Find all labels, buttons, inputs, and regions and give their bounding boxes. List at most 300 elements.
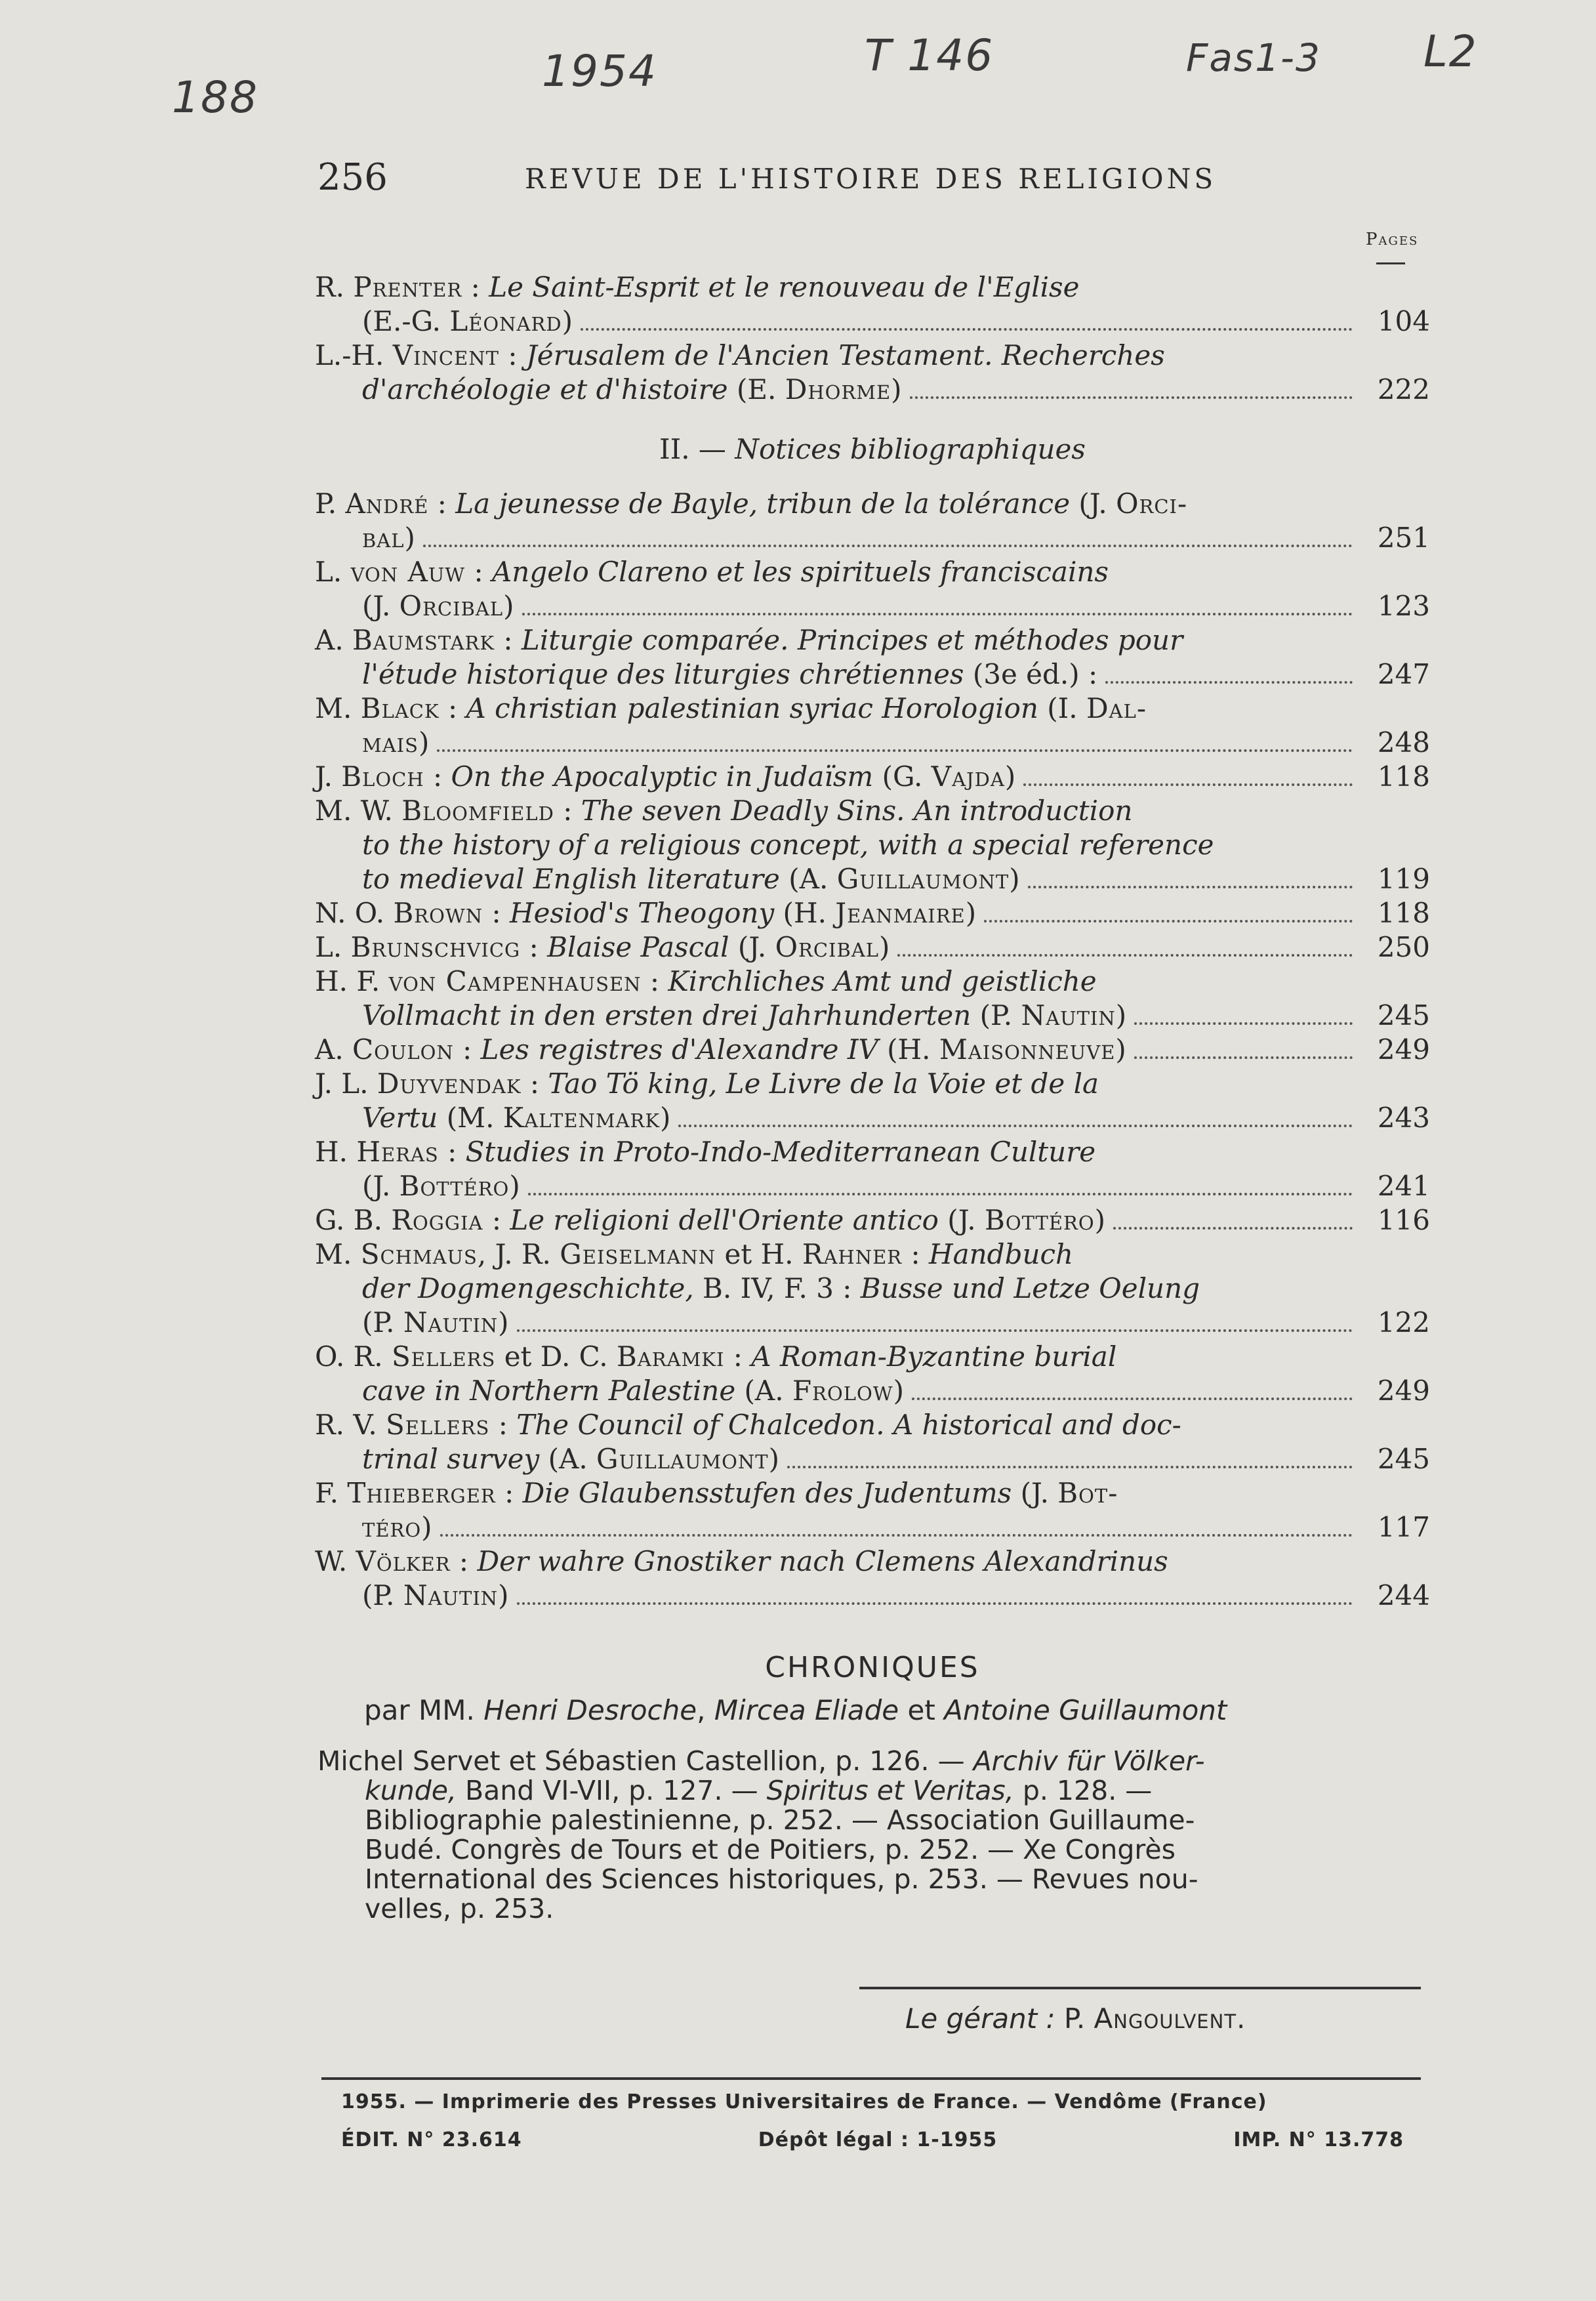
entry-text: F. xyxy=(315,1477,348,1509)
entry-text: (J. xyxy=(362,1170,399,1202)
entry-line-text xyxy=(315,487,1187,520)
section-i-entries xyxy=(315,270,1430,407)
bibliography-entry xyxy=(315,1067,1430,1135)
entry-line-text xyxy=(362,1306,509,1340)
entry-line xyxy=(315,1579,1430,1613)
entry-line-text xyxy=(362,1272,1200,1304)
entry-text: M. W. xyxy=(315,795,402,827)
chroniques-text-segment: velles, p. 253. xyxy=(365,1893,554,1924)
entry-text: (E.-G. xyxy=(362,305,450,337)
author-eliade: Mircea Eliade xyxy=(714,1694,899,1726)
entry-line xyxy=(315,1510,1430,1544)
entry-text: : xyxy=(424,760,451,793)
entry-line-text xyxy=(315,965,1097,997)
author-name: André xyxy=(345,487,429,520)
entry-text: (A. xyxy=(539,1443,597,1475)
dot-leader xyxy=(984,920,1353,922)
chroniques-text-segment: International des Sciences historiques, p. 253. — Revues nou- xyxy=(365,1863,1198,1895)
entry-text: B. IV, F. 3 : xyxy=(693,1272,861,1304)
author-name: Bottéro xyxy=(399,1170,510,1202)
dot-leader xyxy=(423,545,1353,547)
handwritten-note-188: 188 xyxy=(172,72,258,123)
entry-line-text xyxy=(315,1409,1181,1441)
section-ii-title xyxy=(315,433,1430,465)
bibliography-entry xyxy=(315,896,1430,930)
author-name: Heras xyxy=(356,1136,439,1168)
bibliography-entry xyxy=(315,760,1430,794)
gerant-label: Le gérant : xyxy=(905,2002,1065,2035)
work-title: Busse und Letze Oelung xyxy=(860,1272,1200,1304)
bibliography-entry xyxy=(315,794,1430,896)
entry-text: (J. xyxy=(362,590,399,622)
author-name: Geiselmann xyxy=(560,1238,716,1270)
chroniques-line xyxy=(317,1747,1426,1776)
edit-number: ÉDIT. N° 23.614 xyxy=(341,2128,522,2151)
entry-text: ) xyxy=(1009,863,1020,895)
author-name: téro xyxy=(362,1511,422,1543)
entry-line-text xyxy=(315,692,1147,724)
entry-line xyxy=(315,373,1430,407)
entry-text: N. O. xyxy=(315,897,394,929)
work-title: La jeunesse de Bayle, tribun de la tolérance xyxy=(455,487,1071,520)
entry-page-number: 116 xyxy=(1377,1204,1430,1236)
entry-line-text xyxy=(362,521,415,555)
entry-text: : xyxy=(439,692,466,724)
chroniques-line xyxy=(317,1865,1426,1894)
entry-text: : xyxy=(724,1340,752,1373)
entry-line-text xyxy=(315,930,890,964)
entry-line xyxy=(315,896,1430,930)
entry-line xyxy=(315,1408,1430,1442)
work-title: Blaise Pascal xyxy=(547,931,729,963)
work-title: Tao Tö king, Le Livre de la Voie et de la xyxy=(548,1068,1099,1100)
entry-text: ) xyxy=(879,931,890,963)
entry-text: : xyxy=(521,1068,548,1100)
chroniques-text-segment: Band VI-VII, p. 127. — xyxy=(457,1775,767,1806)
section-ii-entries xyxy=(315,487,1430,1613)
entry-line xyxy=(315,270,1430,304)
entry-page-number: 248 xyxy=(1377,726,1430,758)
running-head: REVUE DE L'HISTOIRE DES RELIGIONS xyxy=(525,163,1217,195)
bibliography-entry xyxy=(315,1544,1430,1613)
depot-legal: Dépôt légal : 1-1955 xyxy=(758,2128,998,2151)
work-title: to the history of a religious concept, with a special reference xyxy=(362,829,1214,861)
entry-line xyxy=(315,521,1430,555)
pages-column-dash xyxy=(1376,262,1405,264)
author-name: Jeanmaire xyxy=(835,897,966,929)
entry-line xyxy=(315,964,1430,999)
entry-text: (H. xyxy=(878,1033,939,1066)
author-name: Baumstark xyxy=(352,624,495,656)
entry-text: ) xyxy=(891,373,902,405)
bibliography-entry xyxy=(315,270,1430,339)
entry-line xyxy=(315,1067,1430,1101)
entry-text: (J. xyxy=(938,1204,985,1236)
gerant-initial: P. xyxy=(1064,2002,1094,2035)
entry-text: , J. R. xyxy=(477,1238,560,1270)
work-title: Hesiod's Theogony xyxy=(509,897,775,929)
work-title: Les registres d'Alexandre IV xyxy=(480,1033,878,1066)
handwritten-note-1954: 1954 xyxy=(542,46,657,96)
work-title: Vertu xyxy=(362,1102,438,1134)
entry-line xyxy=(315,657,1430,692)
entry-text: : xyxy=(495,624,522,656)
entry-line-text xyxy=(315,1477,1118,1509)
author-name: Schmaus xyxy=(360,1238,478,1270)
dot-leader xyxy=(1105,681,1353,684)
entry-text: (M. xyxy=(438,1102,503,1134)
print-numbers xyxy=(341,2128,1404,2151)
entry-text: J. xyxy=(315,760,342,793)
entry-text: et H. xyxy=(716,1238,802,1270)
author-name: Guillaumont xyxy=(836,863,1010,895)
entry-line xyxy=(315,1135,1430,1169)
entry-text: L.-H. xyxy=(315,339,393,371)
entry-text: H. F. xyxy=(315,965,389,997)
author-name: Orcibal xyxy=(775,931,880,963)
author-name: Völker xyxy=(356,1545,451,1577)
footer-rule xyxy=(321,2077,1421,2080)
entry-text: R. V. xyxy=(315,1409,386,1441)
entry-text: : xyxy=(428,487,456,520)
author-name: Coulon xyxy=(352,1033,454,1066)
author-name: Dhorme xyxy=(785,373,891,405)
dot-leader xyxy=(912,1398,1353,1400)
page-number: 256 xyxy=(317,156,388,199)
entry-text: ) xyxy=(965,897,977,929)
authors-prefix: par MM. xyxy=(364,1694,484,1726)
dot-leader xyxy=(437,749,1353,752)
bibliography-entry xyxy=(315,623,1430,692)
author-name: Thieberger xyxy=(347,1477,496,1509)
author-name: Black xyxy=(360,692,440,724)
entry-text: : xyxy=(483,897,510,929)
work-title: cave in Northern Palestine xyxy=(362,1375,736,1407)
entry-text: ) xyxy=(1094,1204,1106,1236)
work-title: Le religioni dell'Oriente antico xyxy=(510,1204,939,1236)
work-title: Kirchliches Amt und geistliche xyxy=(668,965,1097,997)
entry-text: (P. xyxy=(971,999,1021,1031)
chroniques-text-segment: p. 128. — xyxy=(1013,1775,1153,1806)
author-name: von Campenhausen xyxy=(388,965,642,997)
entry-line-text xyxy=(362,1101,670,1135)
entry-line-text xyxy=(315,760,1015,794)
work-title: Vollmacht in den ersten drei Jahrhunderten xyxy=(362,999,972,1031)
entry-line-text xyxy=(315,1033,1126,1067)
bibliography-entry xyxy=(315,930,1430,964)
entry-line xyxy=(315,1033,1430,1067)
work-title: A christian palestinian syriac Horologion xyxy=(466,692,1038,724)
author-name: Guillaumont xyxy=(596,1443,769,1475)
author-name: Nautin xyxy=(1021,999,1116,1031)
entry-line-text xyxy=(315,339,1165,371)
entry-line-text xyxy=(362,373,902,407)
entry-line xyxy=(315,1374,1430,1408)
work-title: Handbuch xyxy=(928,1238,1074,1270)
entry-line xyxy=(315,862,1430,896)
author-name: Roggia xyxy=(391,1204,483,1236)
entry-text: G. B. xyxy=(315,1204,392,1236)
dot-leader xyxy=(910,396,1353,399)
entry-text: ) xyxy=(418,726,430,758)
entry-text: (A. xyxy=(779,863,837,895)
work-title: The seven Deadly Sins. An introduction xyxy=(581,795,1133,827)
dot-leader xyxy=(787,1466,1353,1468)
entry-text: : xyxy=(450,1545,478,1577)
entry-line-text xyxy=(315,1136,1095,1168)
section-ii-heading: Notices bibliographiques xyxy=(735,433,1086,465)
dot-leader xyxy=(528,1193,1353,1195)
entry-line-text xyxy=(362,999,1126,1033)
work-title: l'étude historique des liturgies chrétiennes xyxy=(362,658,964,690)
entry-page-number: 119 xyxy=(1377,863,1430,895)
gerant-line xyxy=(905,2002,1246,2035)
entry-line xyxy=(315,1340,1430,1374)
work-title: Angelo Clareno et les spirituels franciscains xyxy=(491,556,1109,588)
entry-line-text xyxy=(315,1545,1168,1577)
author-desroche: Henri Desroche xyxy=(483,1694,697,1726)
dot-leader xyxy=(1113,1227,1353,1230)
work-title: Jérusalem de l'Ancien Testament. Recherches xyxy=(525,339,1165,371)
entry-text: ) xyxy=(404,522,415,554)
entry-text: : xyxy=(489,1409,517,1441)
entry-text: L. xyxy=(315,556,351,588)
entry-line xyxy=(315,794,1430,828)
chroniques-line xyxy=(317,1806,1426,1835)
entry-text: (P. xyxy=(362,1306,403,1338)
entry-page-number: 222 xyxy=(1377,373,1430,405)
entry-text: H. xyxy=(315,1136,357,1168)
entry-text: O. R. xyxy=(315,1340,392,1373)
chroniques-line xyxy=(317,1776,1426,1806)
work-title: Studies in Proto-Indo-Mediterranean Culture xyxy=(465,1136,1096,1168)
dot-leader xyxy=(440,1534,1353,1537)
entry-line-text xyxy=(362,657,1097,692)
entry-line-text xyxy=(315,624,1183,656)
authors-sep1: , xyxy=(697,1694,714,1726)
journal-title: Spiritus et Veritas, xyxy=(766,1775,1014,1806)
entry-line xyxy=(315,304,1430,339)
work-title: to medieval English literature xyxy=(362,863,780,895)
dot-leader xyxy=(1134,1056,1353,1059)
gerant-rule xyxy=(859,1987,1421,1989)
entry-line-text xyxy=(315,795,1132,827)
entry-line-text xyxy=(362,1374,904,1408)
dot-leader xyxy=(897,954,1353,957)
entry-line xyxy=(315,726,1430,760)
entry-text: : xyxy=(554,795,581,827)
author-name: Bloomfield xyxy=(401,795,554,827)
author-name: Vincent xyxy=(392,339,500,371)
entry-line xyxy=(315,930,1430,964)
entry-text: ) xyxy=(1115,1033,1126,1066)
entry-line-text xyxy=(362,304,573,339)
entry-line-text xyxy=(362,726,429,760)
entry-text: : xyxy=(462,271,489,303)
bibliography-entry xyxy=(315,692,1430,760)
bibliography-entry xyxy=(315,1340,1430,1408)
entry-text: ) xyxy=(1115,999,1127,1031)
entry-text: : xyxy=(641,965,668,997)
chroniques-line xyxy=(317,1894,1426,1924)
author-name: Duyvendak xyxy=(377,1068,522,1100)
entry-line-text xyxy=(315,1238,1073,1270)
dot-leader xyxy=(522,613,1353,615)
dot-leader xyxy=(517,1602,1353,1605)
entry-text: ) xyxy=(660,1102,671,1134)
bibliography-entry xyxy=(315,1476,1430,1544)
entry-text: (H. xyxy=(774,897,836,929)
bibliography-entry xyxy=(315,1408,1430,1476)
entry-text: : xyxy=(495,1477,523,1509)
bibliography-entry xyxy=(315,487,1430,555)
entry-text: (J. xyxy=(1070,487,1116,520)
work-title: A Roman-Byzantine burial xyxy=(751,1340,1117,1373)
dot-leader xyxy=(581,328,1353,331)
entry-text: (A. xyxy=(735,1375,792,1407)
author-name: Prenter xyxy=(353,271,462,303)
author-name: von Auw xyxy=(350,556,466,588)
dot-leader xyxy=(678,1125,1353,1127)
entry-page-number: 104 xyxy=(1377,305,1430,337)
bibliography-entry xyxy=(315,1237,1430,1340)
bibliography-entry xyxy=(315,1203,1430,1237)
chroniques-text-segment: Budé. Congrès de Tours et de Poitiers, p. 252. — Xe Congrès xyxy=(365,1834,1176,1865)
bibliography-entry xyxy=(315,964,1430,1033)
gerant-name: Angoulvent. xyxy=(1094,2002,1246,2035)
dot-leader xyxy=(1028,886,1353,888)
pages-column-label: Pages xyxy=(1366,230,1419,249)
authors-sep2: et xyxy=(899,1694,945,1726)
entry-text: (3e éd.) : xyxy=(964,658,1098,690)
entry-text: A. xyxy=(315,624,353,656)
entry-page-number: 243 xyxy=(1377,1102,1430,1134)
dot-leader xyxy=(1023,783,1353,786)
author-name: Nautin xyxy=(403,1306,499,1338)
entry-line-text xyxy=(362,1442,779,1476)
entry-text: ) xyxy=(498,1306,509,1338)
entry-line xyxy=(315,1101,1430,1135)
entry-line xyxy=(315,1544,1430,1579)
bibliography-entry xyxy=(315,1033,1430,1067)
entry-text: ) xyxy=(893,1375,904,1407)
entry-text: P. xyxy=(315,487,346,520)
entry-line xyxy=(315,828,1430,862)
entry-line-text xyxy=(315,271,1079,303)
work-title: Die Glaubensstufen des Judentums xyxy=(522,1477,1012,1509)
entry-line-text xyxy=(315,896,976,930)
entry-text: : xyxy=(483,1204,510,1236)
author-name: Kaltenmark xyxy=(502,1102,661,1134)
entry-line-text xyxy=(362,589,514,623)
author-guillaumont: Antoine Guillaumont xyxy=(944,1694,1227,1726)
entry-text: W. xyxy=(315,1545,356,1577)
author-name: Sellers xyxy=(392,1340,496,1373)
entry-line xyxy=(315,1169,1430,1203)
author-name: Frolow xyxy=(792,1375,893,1407)
entry-text: ) xyxy=(562,305,573,337)
handwritten-note-l2: L2 xyxy=(1423,26,1478,77)
entry-line-text xyxy=(362,1169,520,1203)
entry-line-text xyxy=(315,1203,1105,1237)
bibliography-entry xyxy=(315,555,1430,623)
author-name: Bottéro xyxy=(984,1204,1095,1236)
entry-text: et D. C. xyxy=(495,1340,617,1373)
entry-text: ) xyxy=(509,1170,520,1202)
imp-number: IMP. N° 13.778 xyxy=(1233,2128,1404,2151)
chroniques-line xyxy=(317,1835,1426,1865)
entry-text: : xyxy=(465,556,492,588)
entry-line xyxy=(315,1476,1430,1510)
entry-page-number: 241 xyxy=(1377,1170,1430,1202)
entry-text: M. xyxy=(315,1238,361,1270)
entry-text: R. xyxy=(315,271,354,303)
entry-line xyxy=(315,589,1430,623)
work-title: trinal survey xyxy=(362,1443,540,1475)
entry-page-number: 247 xyxy=(1377,658,1430,690)
entry-text: (J. xyxy=(1012,1477,1058,1509)
entry-text: ) xyxy=(768,1443,779,1475)
entry-page-number: 245 xyxy=(1377,1443,1430,1475)
entry-line xyxy=(315,1203,1430,1237)
entry-text: L. xyxy=(315,931,351,963)
author-name: bal xyxy=(362,522,405,554)
entry-line xyxy=(315,1442,1430,1476)
author-name: Bloch xyxy=(341,760,424,793)
work-title: Liturgie comparée. Principes et méthodes pour xyxy=(521,624,1183,656)
journal-title: kunde, xyxy=(365,1775,457,1806)
entry-line-text xyxy=(362,862,1020,896)
entry-text: ) xyxy=(421,1511,432,1543)
author-name: Brunschvicg xyxy=(350,931,521,963)
dot-leader xyxy=(517,1329,1353,1332)
entry-line xyxy=(315,555,1430,589)
dot-leader xyxy=(1134,1022,1353,1025)
author-name: Orcibal xyxy=(399,590,504,622)
author-name: Nautin xyxy=(403,1579,499,1611)
entry-line xyxy=(315,760,1430,794)
work-title: Le Saint-Esprit et le renouveau de l'Eglise xyxy=(489,271,1080,303)
entry-text: M. xyxy=(315,692,361,724)
work-title: d'archéologie et d'histoire xyxy=(362,373,728,405)
entry-line-text xyxy=(315,556,1109,588)
journal-title: Archiv für Völker- xyxy=(973,1745,1205,1777)
entry-text: (I. xyxy=(1038,692,1086,724)
entry-text: : xyxy=(520,931,548,963)
entry-text: (P. xyxy=(362,1579,403,1611)
entry-line xyxy=(315,623,1430,657)
work-title: The Council of Chalcedon. A historical and doc- xyxy=(516,1409,1181,1441)
author-name: Bot- xyxy=(1057,1477,1118,1509)
entry-text: ) xyxy=(503,590,514,622)
entry-line xyxy=(315,1306,1430,1340)
entry-text: (G. xyxy=(873,760,931,793)
entry-page-number: 249 xyxy=(1377,1033,1430,1066)
author-name: Brown xyxy=(393,897,483,929)
entry-text: J. L. xyxy=(315,1068,377,1100)
author-name: Rahner xyxy=(802,1238,903,1270)
entry-line-text xyxy=(362,829,1214,861)
entry-page-number: 123 xyxy=(1377,590,1430,622)
entry-line xyxy=(315,999,1430,1033)
entry-text: A. xyxy=(315,1033,353,1066)
entry-page-number: 251 xyxy=(1377,522,1430,554)
handwritten-note-fas: Fas1-3 xyxy=(1186,35,1321,80)
entry-text: : xyxy=(902,1238,929,1270)
entry-page-number: 249 xyxy=(1377,1375,1430,1407)
author-name: mais xyxy=(362,726,419,758)
entry-line xyxy=(315,692,1430,726)
